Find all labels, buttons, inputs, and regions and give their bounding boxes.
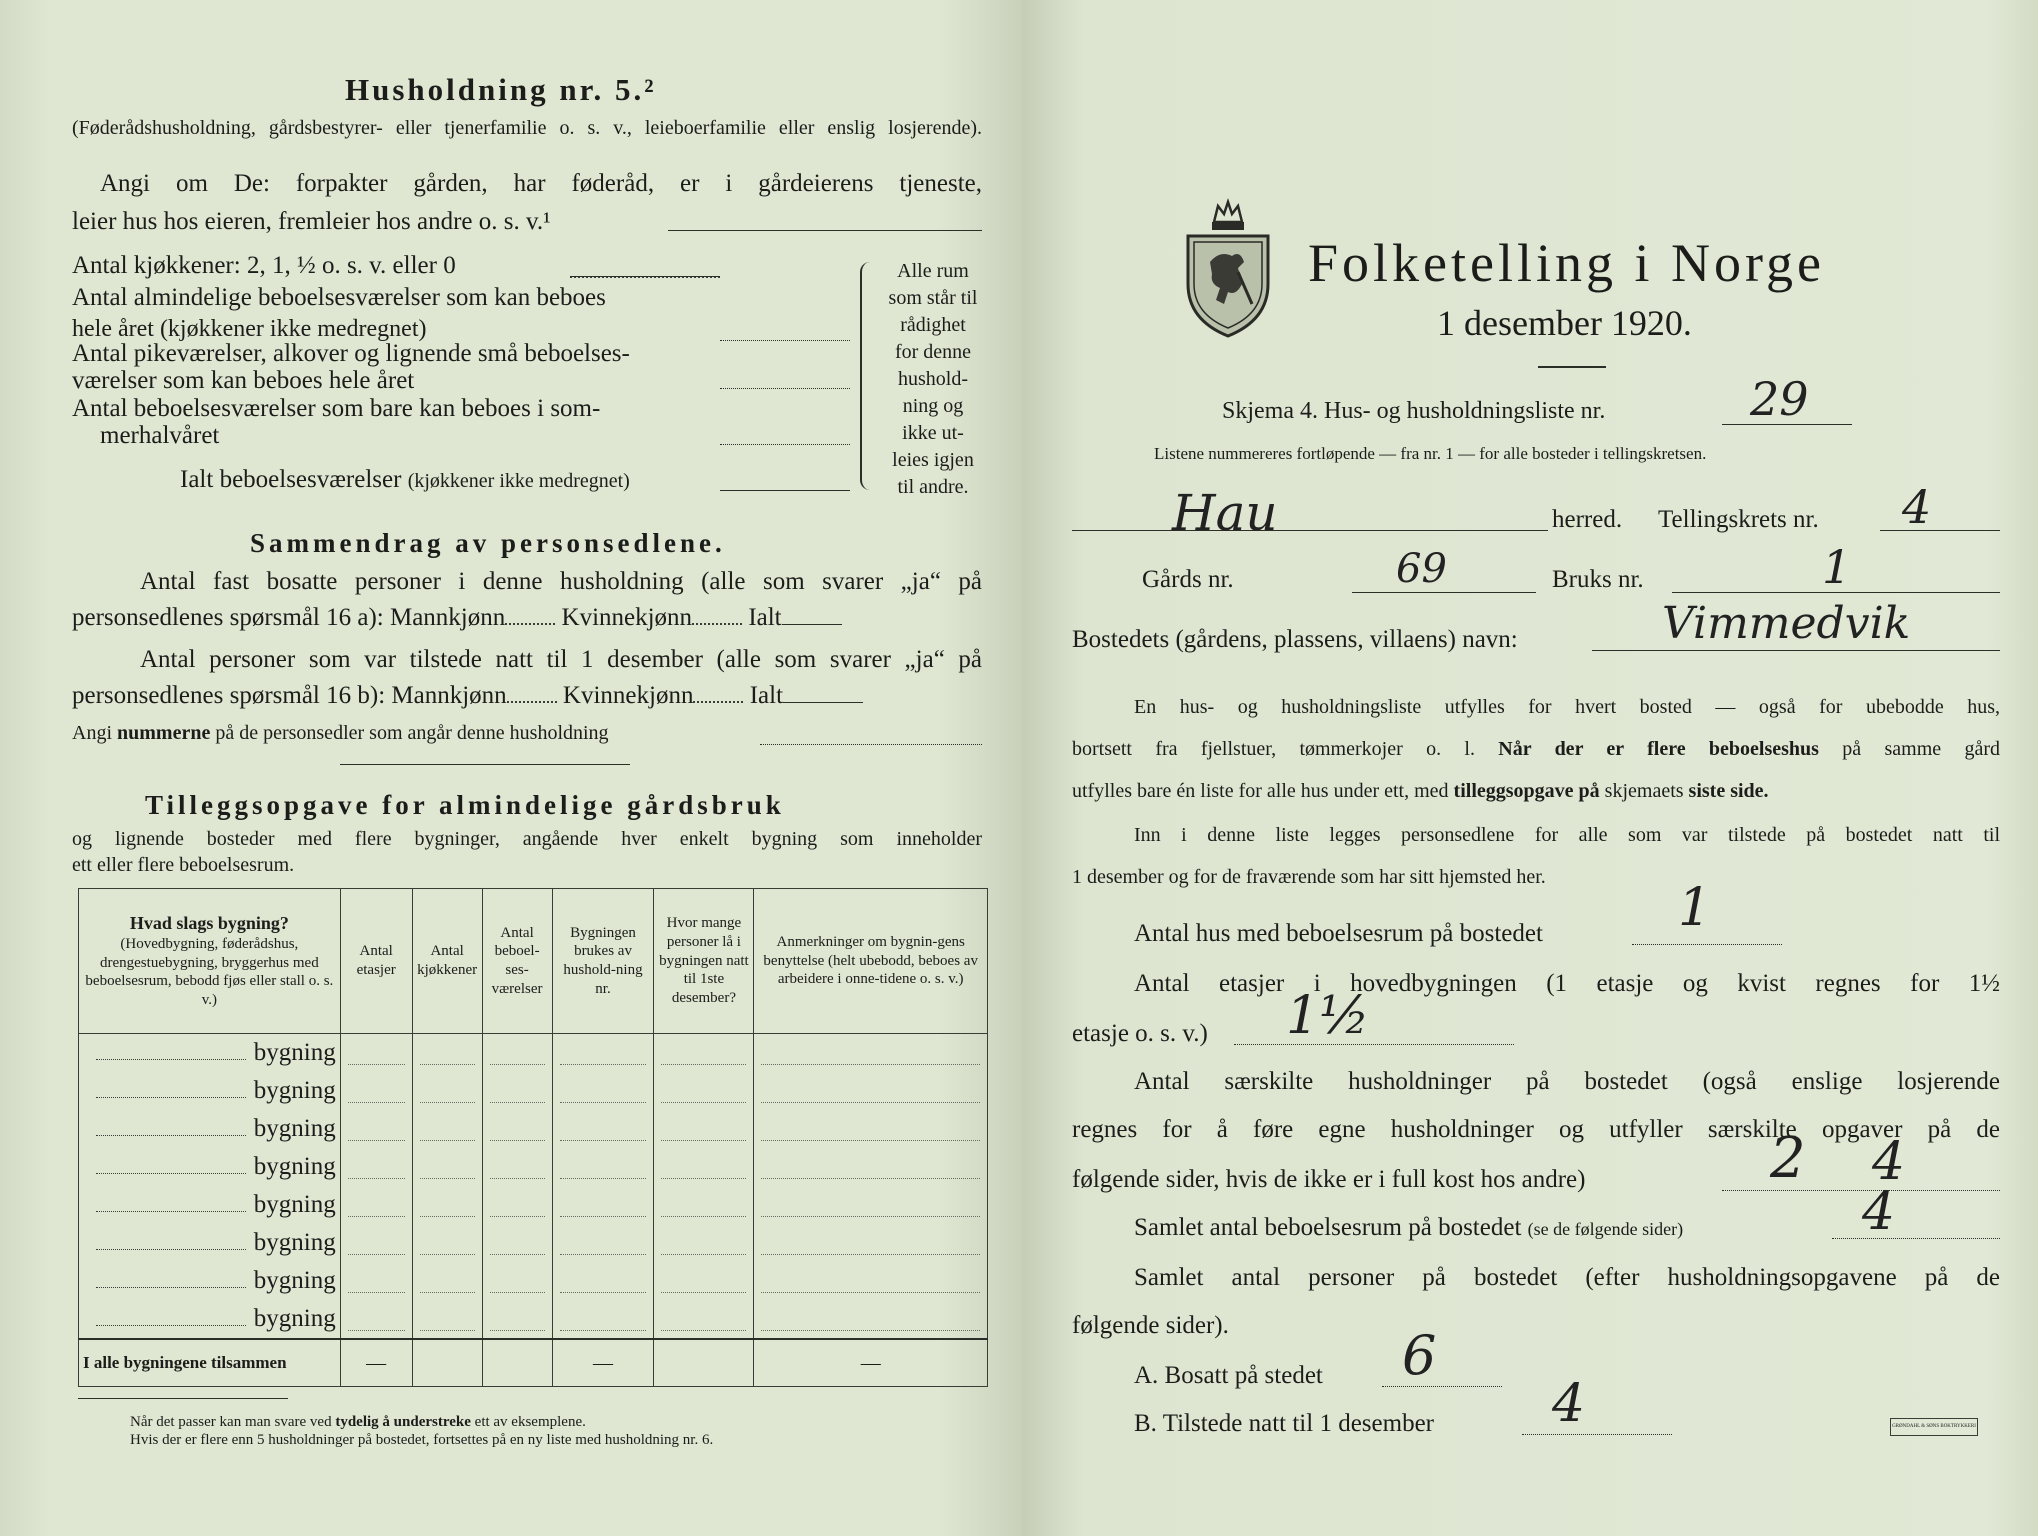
nummerne-bold: nummerne: [117, 722, 211, 744]
building-type-cell[interactable]: [79, 1224, 341, 1262]
table-cell[interactable]: [654, 1034, 754, 1073]
total-cell[interactable]: —: [754, 1339, 988, 1387]
table-cell[interactable]: [482, 1072, 552, 1110]
nummerne-post: på de personsedler som angår denne husholdning: [215, 722, 609, 744]
table-cell[interactable]: [754, 1034, 988, 1073]
kjokkener-answer[interactable]: [570, 276, 720, 277]
building-label: bygning: [253, 1039, 336, 1066]
building-label: bygning: [253, 1115, 336, 1142]
kvinne-answer[interactable]: [693, 701, 743, 703]
tillegg-sub-2: ett eller flere beboelsesrum.: [72, 854, 295, 876]
rooms-ialt: [180, 466, 630, 494]
gards-line: [1352, 592, 1536, 593]
form-title: Folketelling i Norge: [1308, 233, 1825, 293]
mann-answer[interactable]: [505, 623, 555, 625]
antal-hus-line: [1632, 944, 1782, 945]
printer-stamp: GRØNDAHL & SØNS BOKTRYKKERI: [1890, 1418, 1978, 1436]
tellingskrets-line: [1880, 530, 2000, 531]
rooms-pike-2: værelser som kan beboes hele året: [72, 367, 415, 394]
table-cell[interactable]: [552, 1300, 654, 1339]
table-cell[interactable]: [482, 1224, 552, 1262]
listene-note: Listene nummereres fortløpende — fra nr. 1 — for alle bosteder i tellingskretsen.: [1154, 444, 1707, 463]
building-type-cell[interactable]: [79, 1148, 341, 1186]
fast-q: personsedlenes spørsmål 16 a):: [72, 604, 384, 631]
instr-2-pre: bortsett fra fjellstuer, tømmerkojer o. l.: [1072, 738, 1475, 760]
tilstede-line: [1522, 1434, 1672, 1435]
building-type-blank[interactable]: [96, 1325, 246, 1326]
table-cell[interactable]: [482, 1262, 552, 1300]
instr-4: Inn i denne liste legges personsedlene for alle som var tilstede på bostedet natt til: [1134, 824, 2000, 846]
household-title: Husholdning nr. 5.²: [345, 72, 657, 107]
table-cell[interactable]: [654, 1148, 754, 1186]
samlet-pers-2: følgende sider).: [1072, 1312, 1229, 1339]
brace-line: Alle rum: [897, 260, 969, 282]
table-cell[interactable]: [412, 1148, 482, 1186]
table-cell[interactable]: [754, 1186, 988, 1224]
skjema-label: Skjema 4. Hus- og husholdningsliste nr.: [1222, 398, 1606, 424]
kvinne-label: Kvinnekjønn: [562, 682, 694, 709]
instr-3-bold2: siste side.: [1688, 780, 1769, 802]
brace-line: ikke ut-: [902, 422, 964, 444]
rooms-alm-1: Antal almindelige beboelsesværelser som kan beboes: [72, 284, 606, 311]
building-rows: [79, 1034, 988, 1387]
table-row: [79, 1148, 988, 1186]
saerskilte-2: regnes for å føre egne husholdninger og utfyller særskilte opgaver på de: [1072, 1116, 2000, 1143]
table-cell[interactable]: [754, 1262, 988, 1300]
total-label: I alle bygningene tilsammen: [79, 1339, 341, 1387]
instr-2-post: på samme gård: [1842, 738, 2001, 760]
col-beboelsesvaerelser: Antal beboel-ses-værelser: [482, 889, 552, 1034]
col-personer: Hvor mange personer lå i bygningen natt til 1ste desember?: [654, 889, 754, 1034]
table-cell[interactable]: [482, 1148, 552, 1186]
saerskilte-value-2[interactable]: 4: [1872, 1132, 1906, 1192]
table-cell[interactable]: [482, 1300, 552, 1339]
table-cell[interactable]: [482, 1110, 552, 1148]
building-type-cell[interactable]: [79, 1186, 341, 1224]
table-row: [79, 1110, 988, 1148]
table-cell[interactable]: [412, 1224, 482, 1262]
tilstede-q: personsedlenes spørsmål 16 b):: [72, 682, 386, 709]
building-label: bygning: [253, 1305, 336, 1332]
building-type-blank[interactable]: [96, 1097, 246, 1098]
saerskilte-line: [1722, 1190, 2000, 1191]
instr-3: [1072, 780, 1769, 803]
etasjer-1: Antal etasjer i hovedbygningen (1 etasje og kvist regnes for 1½: [1134, 970, 2000, 997]
samlet-rum-line: [1134, 1214, 1683, 1242]
building-label: bygning: [253, 1153, 336, 1180]
table-cell[interactable]: [412, 1072, 482, 1110]
table-cell[interactable]: [552, 1072, 654, 1110]
household-intro: (Føderådshusholdning, gårdsbestyrer- eller tjenerfamilie o. s. v., leieboerfamilie eller enslig losjerende).: [72, 117, 982, 139]
total-cell[interactable]: —: [340, 1339, 412, 1387]
table-cell[interactable]: [412, 1034, 482, 1073]
table-cell[interactable]: [552, 1034, 654, 1073]
gards-value[interactable]: 69: [1396, 546, 1447, 592]
instr-5: 1 desember og for de fraværende som har sitt hjemsted her.: [1072, 866, 1546, 888]
table-row: [79, 1224, 988, 1262]
rooms-alm-2: hele året (kjøkkener ikke medregnet): [72, 316, 427, 342]
table-cell[interactable]: [754, 1110, 988, 1148]
coat-of-arms-icon: [1180, 192, 1276, 340]
rooms-sommer-2: merhalvåret: [100, 422, 220, 449]
footnote-rule: [78, 1398, 288, 1399]
saerskilte-value[interactable]: 2: [1770, 1126, 1806, 1191]
saerskilte-3: følgende sider, hvis de ikke er i full kost hos andre): [1072, 1166, 1586, 1193]
antal-hus-value[interactable]: 1: [1678, 878, 1712, 938]
samlet-rum-label: Samlet antal beboelsesrum på bostedet: [1134, 1214, 1522, 1241]
etasjer-2: etasje o. s. v.): [1072, 1020, 1208, 1047]
tellingskrets-label: Tellingskrets nr.: [1658, 506, 1819, 533]
building-type-blank[interactable]: [96, 1173, 246, 1174]
table-cell[interactable]: [482, 1186, 552, 1224]
ialt-answer[interactable]: [720, 490, 850, 491]
building-type-blank[interactable]: [96, 1287, 246, 1288]
bostedets-label: Bostedets (gårdens, plassens, villaens) navn:: [1072, 626, 1518, 653]
total-cell[interactable]: [412, 1339, 482, 1387]
bruks-label: Bruks nr.: [1552, 566, 1644, 593]
tilstede-label: B. Tilstede natt til 1 desember: [1134, 1410, 1434, 1437]
col-hvad-slags-desc: (Hovedbygning, føderådshus, drengestuebygning, bryggerhus med beboelsesrum, bebodd fjøs eller stall o. s. v.): [85, 935, 334, 1009]
rooms-sommer-1: Antal beboelsesværelser som bare kan beboes i som-: [72, 395, 601, 422]
ialt-label: Ialt: [749, 682, 784, 709]
table-total-row: [79, 1339, 988, 1387]
table-cell[interactable]: [552, 1186, 654, 1224]
samlet-rum-answer-line: [1832, 1238, 2000, 1239]
table-cell[interactable]: [340, 1224, 412, 1262]
table-cell[interactable]: [552, 1110, 654, 1148]
col-kjokkener: Antal kjøkkener: [412, 889, 482, 1034]
sommer-answer[interactable]: [720, 444, 850, 445]
col-husholdning-nr: Bygningen brukes av hushold-ning nr.: [552, 889, 654, 1034]
ialt-note: (kjøkkener ikke medregnet): [407, 470, 630, 492]
tellingskrets-value[interactable]: 4: [1902, 480, 1932, 534]
ialt-label: Ialt beboelsesværelser: [180, 466, 402, 493]
building-label: bygning: [253, 1267, 336, 1294]
table-cell[interactable]: [754, 1072, 988, 1110]
total-cell[interactable]: [482, 1339, 552, 1387]
table-cell[interactable]: [412, 1186, 482, 1224]
brace: [860, 262, 872, 490]
instr-2-bold: Når der er flere beboelseshus: [1498, 738, 1819, 760]
samlet-rum-value[interactable]: 4: [1862, 1182, 1896, 1242]
brace-line: ning og: [902, 395, 964, 417]
table-cell[interactable]: [654, 1072, 754, 1110]
building-type-blank[interactable]: [96, 1249, 246, 1250]
total-cell[interactable]: [654, 1339, 754, 1387]
tilstede-value[interactable]: 4: [1552, 1374, 1586, 1434]
footnote-1-pre: Når det passer kan man svare ved: [130, 1414, 332, 1430]
summary-tilstede-1: Antal personer som var tilstede natt til 1 desember (alle som svarer „ja“ på: [140, 646, 982, 673]
rooms-kjokkener: Antal kjøkkener: 2, 1, ½ o. s. v. eller 0: [72, 252, 456, 279]
summary-fast-1: Antal fast bosatte personer i denne husholdning (alle som svarer „ja“ på: [140, 568, 982, 595]
angi-line-2: leier hus hos eieren, fremleier hos andre o. s. v.¹: [72, 208, 551, 235]
bostedets-value[interactable]: Vimmedvik: [1662, 598, 1911, 649]
rooms-pike-1: Antal pikeværelser, alkover og lignende små beboelses-: [72, 340, 630, 367]
footnote-1-post: ett av eksemplene.: [474, 1414, 586, 1430]
fast-ialt-answer[interactable]: [782, 624, 842, 625]
instr-3-pre: utfylles bare én liste for alle hus under ett, med: [1072, 780, 1449, 802]
instr-3-mid: skjemaets: [1604, 780, 1684, 802]
table-cell[interactable]: [552, 1224, 654, 1262]
building-table: [78, 888, 988, 1387]
antal-hus-label: Antal hus med beboelsesrum på bostedet: [1134, 920, 1543, 947]
table-row: [79, 1186, 988, 1224]
nummerne-answer[interactable]: [760, 744, 982, 745]
pike-answer[interactable]: [720, 388, 850, 389]
bostedets-line: [1592, 650, 2000, 651]
skjema-value[interactable]: 29: [1750, 372, 1809, 426]
table-cell[interactable]: [340, 1110, 412, 1148]
table-cell[interactable]: [412, 1300, 482, 1339]
tillegg-title: Tilleggsopgave for almindelige gårdsbruk: [145, 790, 785, 820]
building-label: bygning: [253, 1077, 336, 1104]
table-cell[interactable]: [754, 1148, 988, 1186]
building-type-blank[interactable]: [96, 1059, 246, 1060]
table-cell[interactable]: [340, 1034, 412, 1073]
table-cell[interactable]: [552, 1262, 654, 1300]
table-cell[interactable]: [412, 1262, 482, 1300]
kvinne-label: Kvinnekjønn: [561, 604, 693, 631]
section-rule: [340, 764, 630, 765]
form-date: 1 desember 1920.: [1437, 303, 1692, 343]
samlet-rum-note: (se de følgende sider): [1527, 1219, 1684, 1239]
col-hvad-slags-title: Hvad slags bygning?: [129, 913, 289, 934]
table-header-row: [79, 889, 988, 1034]
table-row: [79, 1034, 988, 1073]
col-anmerkninger: Anmerkninger om bygnin-gens benyttelse (helt ubebodd, beboes av arbeidere i onne-tidene o. s. v.): [754, 889, 988, 1034]
angi-line-1: Angi om De: forpakter gården, har føderåd, er i gårdeierens tjeneste,: [100, 170, 982, 197]
herred-value[interactable]: Hau: [1172, 484, 1278, 542]
building-label: bygning: [253, 1229, 336, 1256]
building-type-blank[interactable]: [96, 1211, 246, 1212]
col-hvad-slags: [79, 889, 341, 1034]
instr-3-bold: tilleggsopgave på: [1453, 780, 1600, 802]
herred-label: herred.: [1552, 506, 1623, 533]
building-type-cell[interactable]: [79, 1072, 341, 1110]
saerskilte-1: Antal særskilte husholdninger på bostedet (også enslige losjerende: [1134, 1068, 2000, 1095]
table-cell[interactable]: [654, 1224, 754, 1262]
table-cell[interactable]: [340, 1262, 412, 1300]
table-cell[interactable]: [754, 1224, 988, 1262]
table-cell[interactable]: [654, 1186, 754, 1224]
table-cell[interactable]: [654, 1262, 754, 1300]
instr-2: [1072, 738, 2000, 761]
herred-line: [1072, 530, 1548, 531]
tilstede-ialt-answer[interactable]: [783, 702, 863, 703]
table-cell[interactable]: [654, 1300, 754, 1339]
building-type-cell[interactable]: [79, 1300, 341, 1339]
bosatt-label: A. Bosatt på stedet: [1134, 1362, 1323, 1389]
table-cell[interactable]: [412, 1110, 482, 1148]
bosatt-line: [1382, 1386, 1502, 1387]
etasjer-line: [1234, 1044, 1514, 1045]
building-type-cell[interactable]: [79, 1034, 341, 1073]
brace-line: hushold-: [898, 368, 968, 390]
brace-line: til andre.: [897, 476, 969, 498]
brace-line: for denne: [894, 341, 972, 363]
col-etasjer: Antal etasjer: [340, 889, 412, 1034]
summary-tilstede-2: [72, 682, 863, 710]
table-cell[interactable]: [654, 1110, 754, 1148]
nummerne-pre: Angi: [72, 722, 112, 744]
footnote-1-bold: tydelig å understreke: [335, 1414, 471, 1430]
mann-answer[interactable]: [507, 701, 557, 703]
building-type-blank[interactable]: [96, 1135, 246, 1136]
table-row: [79, 1072, 988, 1110]
brace-line: leies igjen: [892, 449, 974, 471]
building-label: bygning: [253, 1191, 336, 1218]
summary-title: Sammendrag av personsedlene.: [250, 528, 726, 558]
brace-line: rådighet: [900, 314, 966, 336]
etasjer-value[interactable]: 1½: [1286, 986, 1370, 1046]
brace-note: [878, 258, 988, 501]
summary-fast-2: [72, 604, 842, 632]
bosatt-value[interactable]: 6: [1402, 1324, 1437, 1387]
samlet-pers-1: Samlet antal personer på bostedet (efter husholdningsopgavene på de: [1134, 1264, 2000, 1291]
table-cell[interactable]: [340, 1300, 412, 1339]
brace-line: som står til: [888, 287, 978, 309]
footnote-1: [130, 1414, 586, 1431]
right-page: [1022, 0, 2038, 1536]
footnote-2: Hvis der er flere enn 5 husholdninger på bostedet, fortsettes på en ny liste med husholdning nr. 6.: [130, 1432, 714, 1448]
table-row: [79, 1300, 988, 1339]
alm-answer[interactable]: [720, 340, 850, 341]
bruks-value[interactable]: 1: [1822, 540, 1852, 594]
table-cell[interactable]: [340, 1186, 412, 1224]
gards-label: Gårds nr.: [1142, 566, 1234, 593]
building-type-cell[interactable]: [79, 1110, 341, 1148]
instr-1: En hus- og husholdningsliste utfylles for hvert bosted — også for ubebodde hus,: [1134, 696, 2000, 718]
kvinne-answer[interactable]: [692, 623, 742, 625]
mann-label: Mannkjønn: [389, 604, 506, 631]
building-type-cell[interactable]: [79, 1262, 341, 1300]
tillegg-sub-1: og lignende bosteder med flere bygninger, angående hver enkelt bygning som inneholder: [72, 828, 982, 850]
mann-label: Mannkjønn: [391, 682, 507, 709]
table-cell[interactable]: [482, 1034, 552, 1073]
angi-answer-line[interactable]: [668, 230, 982, 231]
table-row: [79, 1262, 988, 1300]
table-cell[interactable]: [754, 1300, 988, 1339]
table-cell[interactable]: [340, 1072, 412, 1110]
title-rule: [1538, 366, 1606, 368]
table-cell[interactable]: [340, 1148, 412, 1186]
table-cell[interactable]: [552, 1148, 654, 1186]
ialt-label: Ialt: [748, 604, 782, 631]
total-cell[interactable]: —: [552, 1339, 654, 1387]
nummerne-line: [72, 722, 609, 745]
